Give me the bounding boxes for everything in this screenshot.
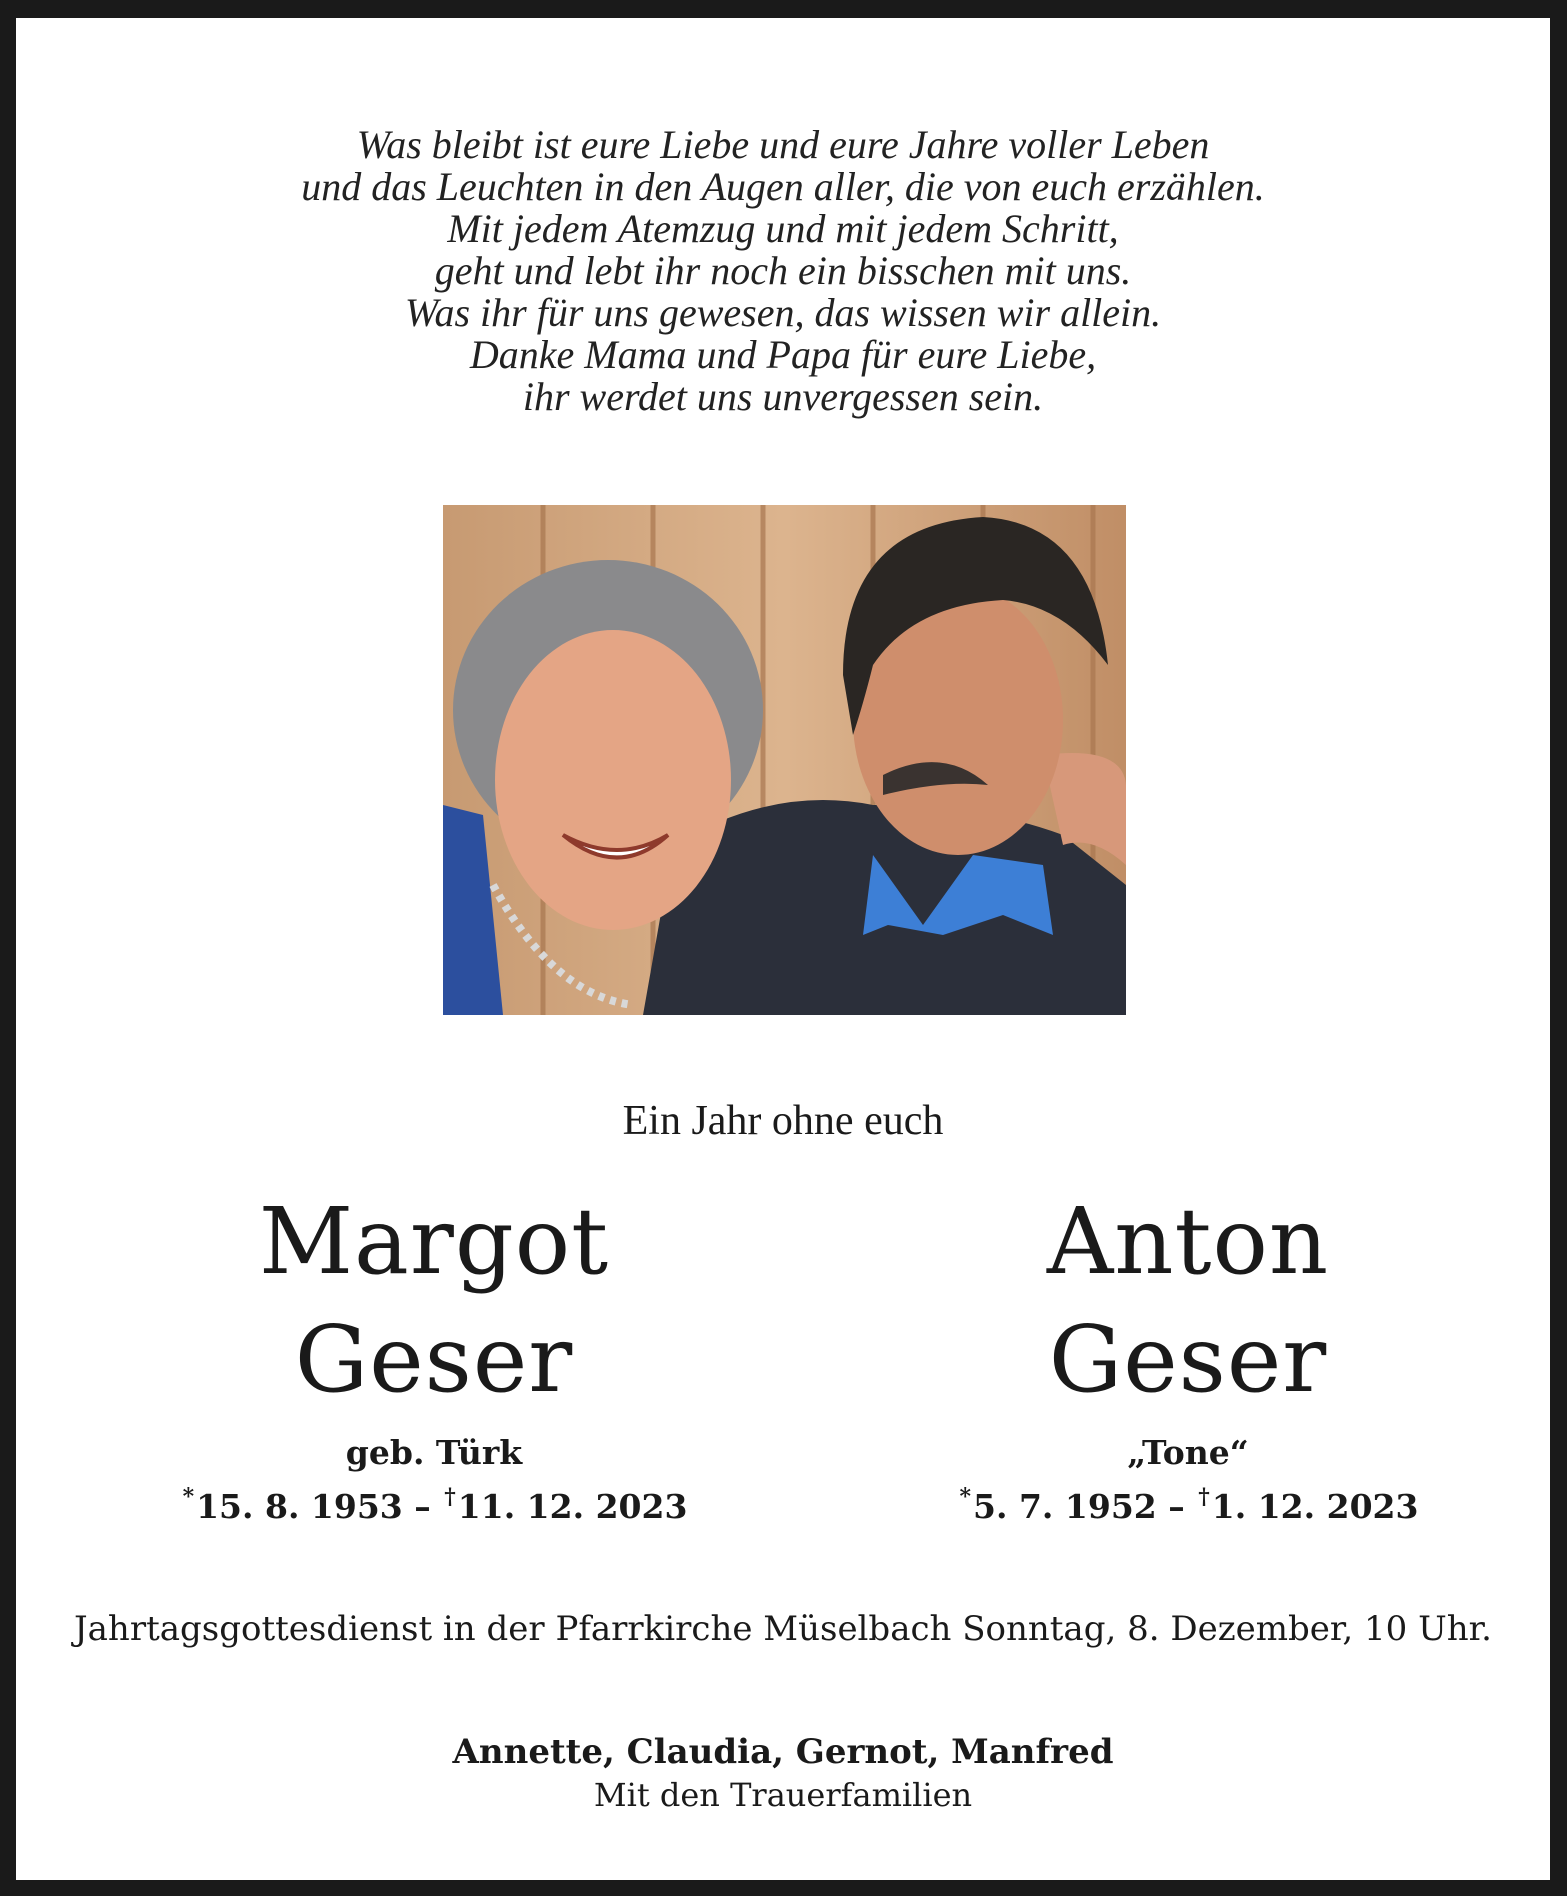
couple-photo [443, 505, 1126, 1015]
poem [16, 124, 1550, 418]
last-name: Geser [1048, 1306, 1328, 1413]
date-dash: – [1168, 1487, 1185, 1526]
poem-line: geht und lebt ihr noch ein bisschen mit uns. [434, 248, 1132, 293]
life-dates [838, 1475, 1538, 1529]
last-name: Geser [294, 1306, 574, 1413]
death-date: 1. 12. 2023 [1211, 1487, 1419, 1526]
first-name: Anton [1046, 1188, 1330, 1295]
family-names: Annette, Claudia, Gernot, Manfred [452, 1732, 1114, 1772]
death-date: 11. 12. 2023 [457, 1487, 688, 1526]
maiden-name: geb. Türk [345, 1433, 523, 1472]
person-anton [838, 1183, 1538, 1529]
poem-line: Danke Mama und Papa für eure Liebe, [469, 332, 1097, 377]
death-symbol: † [1198, 1484, 1210, 1510]
date-dash: – [414, 1487, 431, 1526]
nickname: „Tone“ [1127, 1433, 1249, 1472]
person-margot [84, 1183, 784, 1529]
obituary-card [16, 18, 1550, 1880]
birth-symbol: * [182, 1484, 195, 1510]
poem-line: Mit jedem Atemzug und mit jedem Schritt, [447, 206, 1119, 251]
couple-photo-illustration [443, 505, 1126, 1015]
service-announcement: Jahrtagsgottesdienst in der Pfarrkirche Müselbach Sonntag, 8. Dezember, 10 Uhr. [74, 1609, 1492, 1649]
birth-symbol: * [959, 1484, 972, 1510]
family-note: Mit den Trauerfamilien [593, 1776, 973, 1814]
first-name: Margot [258, 1188, 610, 1295]
poem-line: und das Leuchten in den Augen aller, die von euch erzählen. [301, 164, 1265, 209]
death-symbol: † [444, 1484, 456, 1510]
life-dates [84, 1475, 784, 1529]
birth-date: 15. 8. 1953 [196, 1487, 403, 1526]
poem-line: Was ihr für uns gewesen, das wissen wir allein. [404, 290, 1162, 335]
poem-line: ihr werdet uns unvergessen sein. [522, 374, 1044, 419]
poem-line: Was bleibt ist eure Liebe und eure Jahre voller Leben [356, 122, 1210, 167]
birth-date: 5. 7. 1952 [973, 1487, 1157, 1526]
family-signature [16, 1730, 1550, 1816]
subtitle: Ein Jahr ohne euch [622, 1098, 944, 1144]
